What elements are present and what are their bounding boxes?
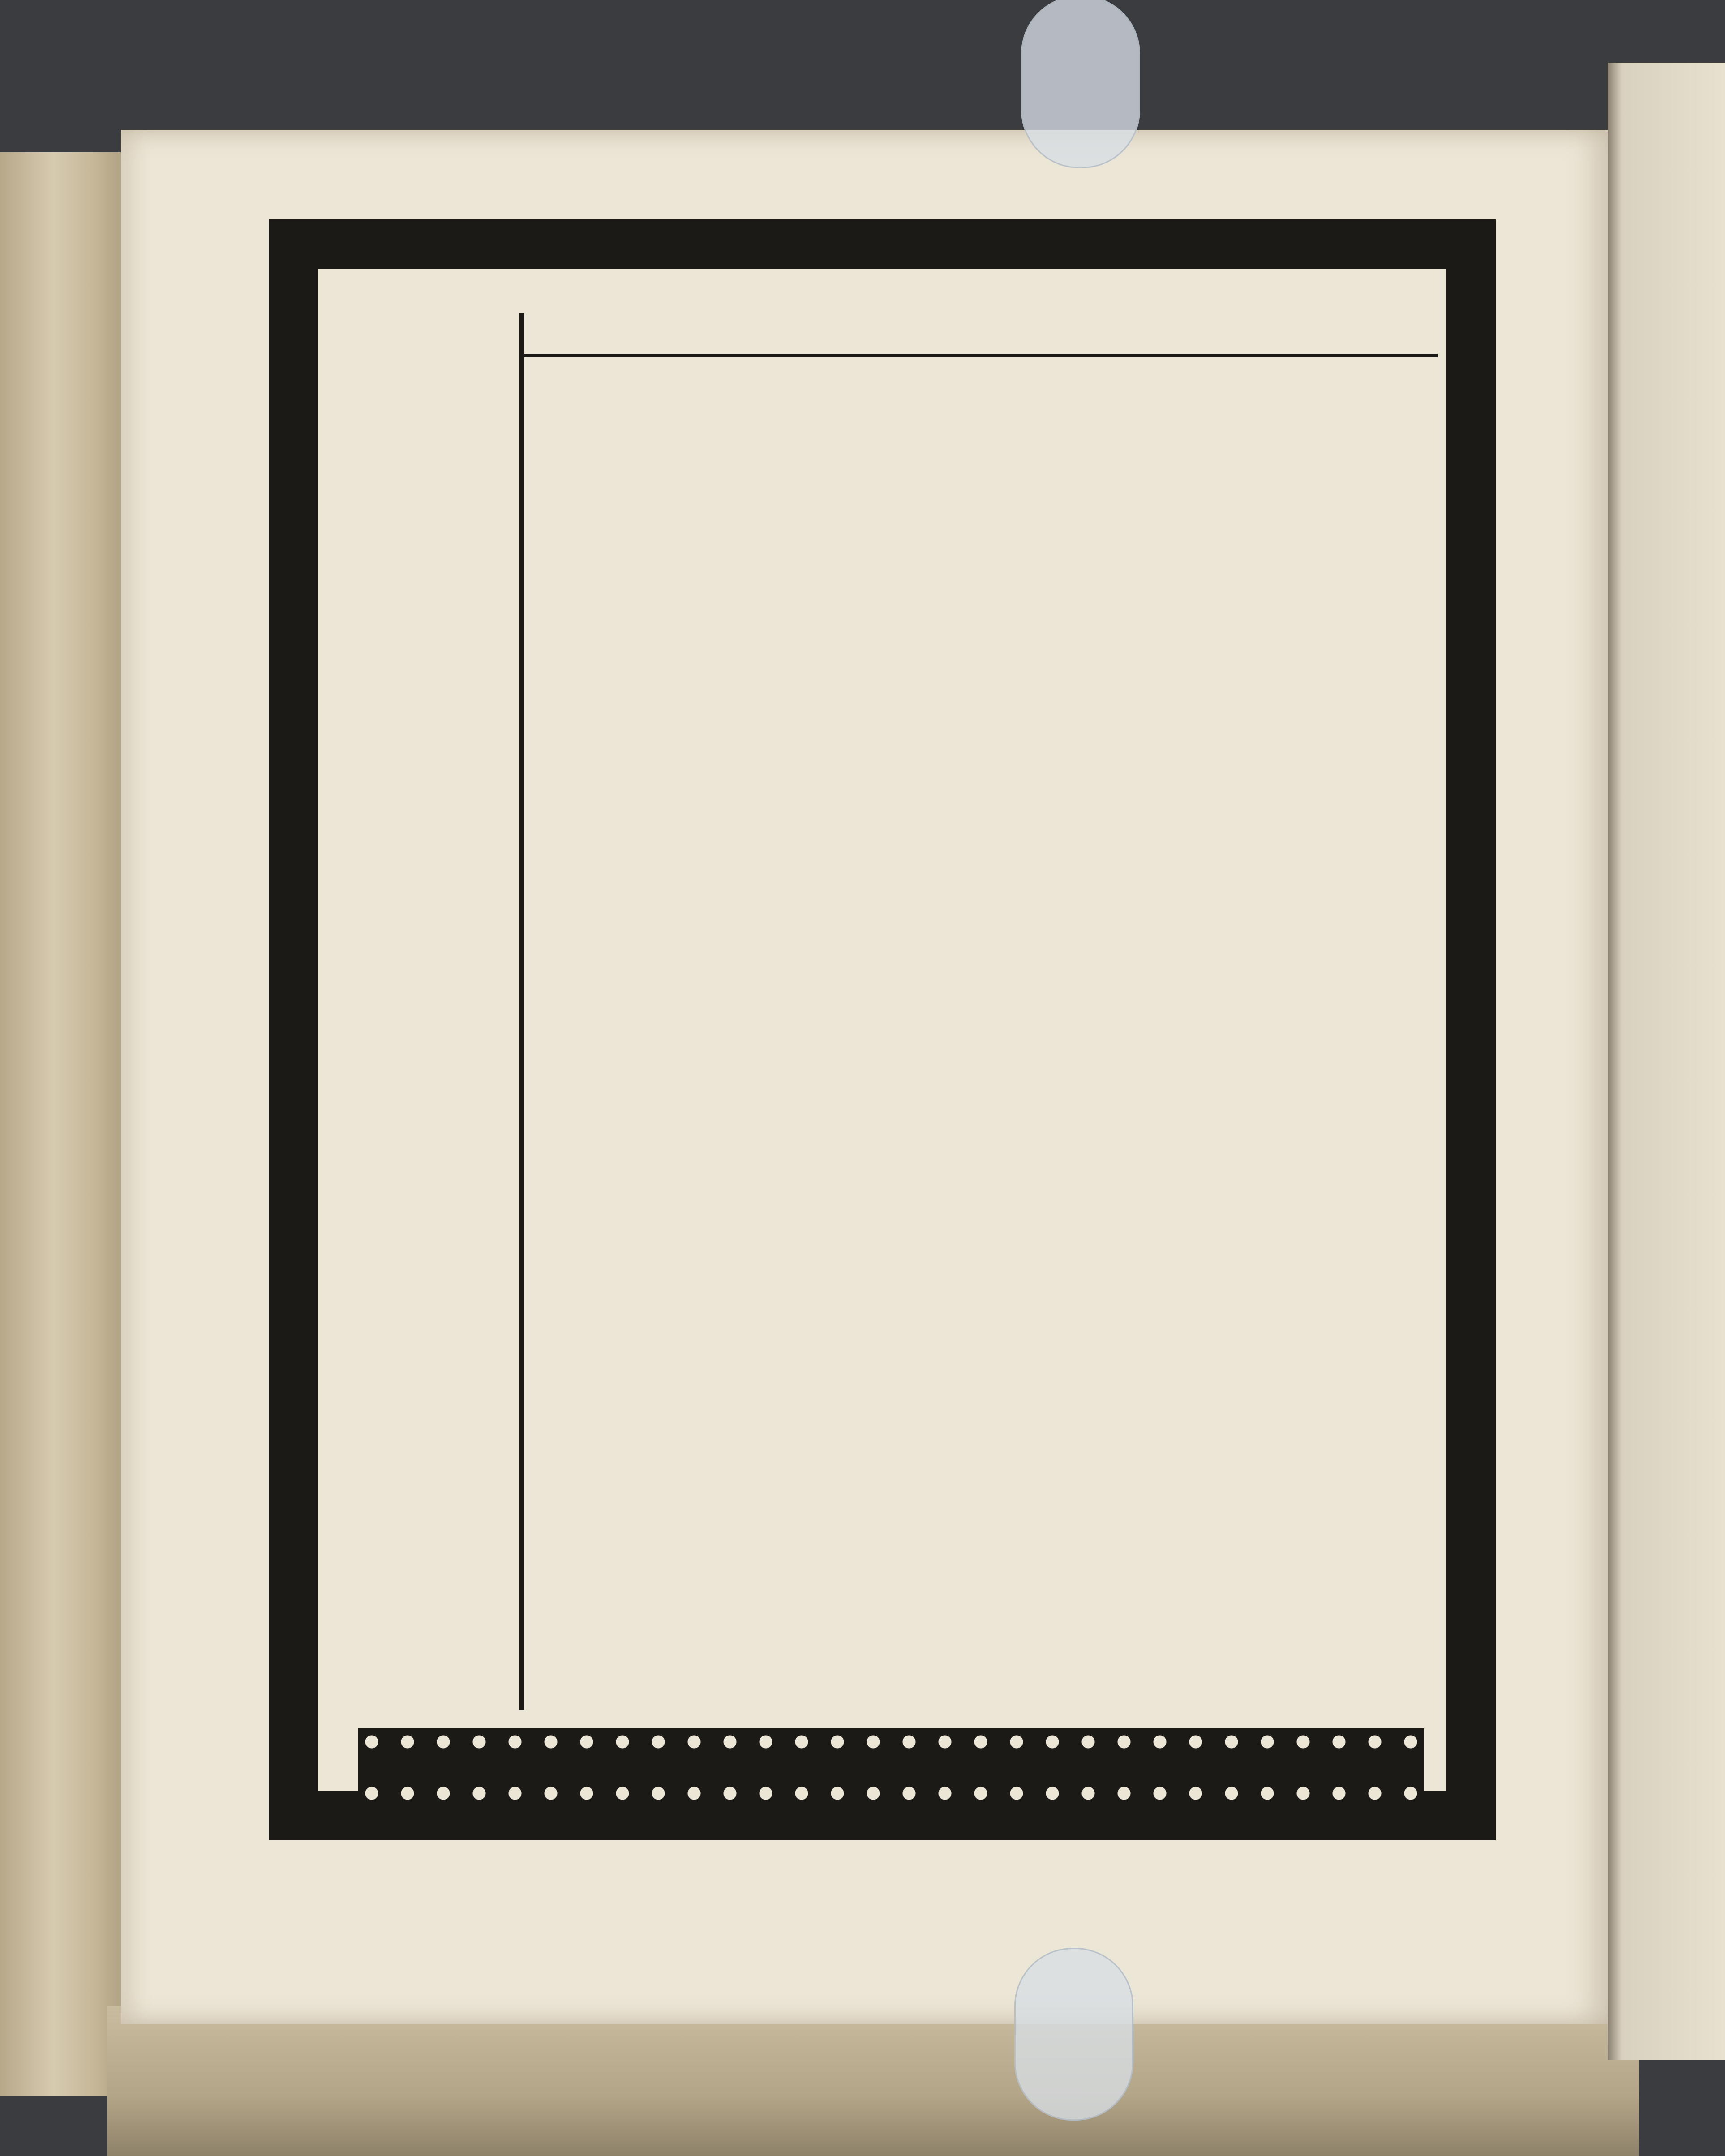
frame-bottom-band bbox=[358, 1728, 1424, 1831]
margin-rule bbox=[519, 313, 524, 1710]
book-bottom-edge bbox=[107, 2006, 1639, 2156]
page-clip-bottom bbox=[1014, 1948, 1133, 2121]
frame-top-ornaments bbox=[322, 233, 1442, 278]
book-left-edge bbox=[0, 152, 134, 2096]
head-rule bbox=[524, 354, 1438, 357]
frame-left-ornaments bbox=[280, 287, 325, 1764]
frame-right-ornaments bbox=[1440, 287, 1485, 1764]
page-clip-top bbox=[1021, 0, 1140, 168]
decorative-frame bbox=[269, 219, 1496, 1840]
facing-page bbox=[1608, 63, 1725, 2060]
